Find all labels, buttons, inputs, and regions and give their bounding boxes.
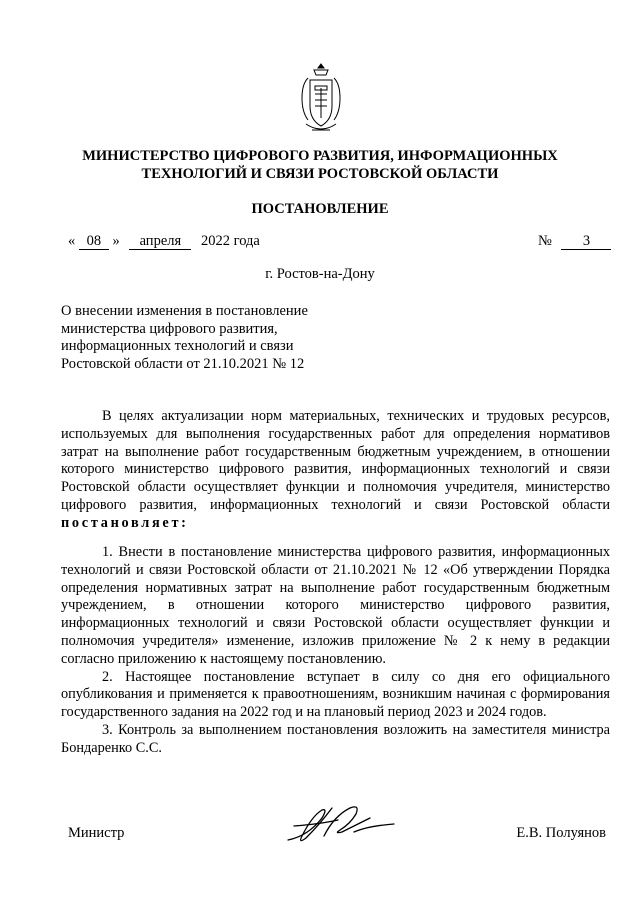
handwritten-signature-icon [284, 796, 404, 848]
item-2: 2. Настоящее постановление вступает в силу со дня его официального опубликования и применяется к правоотношениям, возникшим начиная с формирования государственного задания на 2022 год и на плановый период 2023 и 2024 годов. [61, 668, 610, 721]
subject-line-2: министерства цифрового развития, [61, 320, 278, 337]
document-subject [61, 303, 319, 373]
subject-line-3: информационных технологий и связи [61, 338, 294, 354]
quote-close: » [112, 233, 120, 249]
document-number [538, 233, 611, 250]
coat-of-arms-icon [298, 62, 344, 138]
number-value: 3 [561, 234, 611, 250]
item-1: 1. Внести в постановление министерства цифрового развития, информационных технологий и связи Ростовской области от 21.10.2021 № 12 «Об утверждении Порядка определения нормативных затрат на выполнение работ государственным бюджетным учреждением, в отношении которого министерство цифрового развития, информационных технологий и связи Ростовской области осуществляет функции и полномочия учредителя» изменение, изложив приложение № 2 к нему в редакции согласно приложению к настоящему постановлению. [61, 544, 610, 667]
item-3: 3. Контроль за выполнением постановления возложить на заместителя министра Бондаренко С.С. [61, 721, 610, 756]
date-month: апреля [129, 234, 191, 250]
ministry-name-line-2: ТЕХНОЛОГИЙ И СВЯЗИ РОСТОВСКОЙ ОБЛАСТИ [141, 166, 499, 182]
number-label: № [538, 233, 552, 249]
quote-open: « [68, 233, 76, 249]
signatory-position: Министр [68, 825, 125, 841]
subject-line-4: Ростовской области от 21.10.2021 № 12 [61, 355, 305, 372]
subject-line-1: О внесении изменения в постановление [61, 303, 308, 319]
preamble-text: В целях актуализации норм материальных, технических и трудовых ресурсов, используемых для выполнения государственных работ для определения нормативов затрат на выполнение работ государственным бюджетным учреждением, в отношении которого министерство цифрового развития, информационных технологий и связи Ростовской области осуществляет функции и полномочия учредителя, министерство цифрового развития, информационных технологий и связи Ростовской области [61, 408, 610, 513]
date-day: 08 [79, 234, 109, 250]
ministry-name-line-1: МИНИСТЕРСТВО ЦИФРОВОГО РАЗВИТИЯ, ИНФОРМАЦИОННЫХ [82, 148, 558, 164]
city: г. Ростов-на-Дону [265, 266, 375, 282]
ministry-name [0, 147, 640, 183]
document-type: ПОСТАНОВЛЕНИЕ [251, 201, 389, 217]
decree-word: постановляет: [61, 514, 189, 531]
date-year: 2022 года [201, 233, 260, 249]
document-date [68, 233, 260, 250]
signatory-name: Е.В. Полуянов [516, 825, 606, 841]
preamble [61, 408, 610, 533]
resolution-items [61, 544, 610, 758]
